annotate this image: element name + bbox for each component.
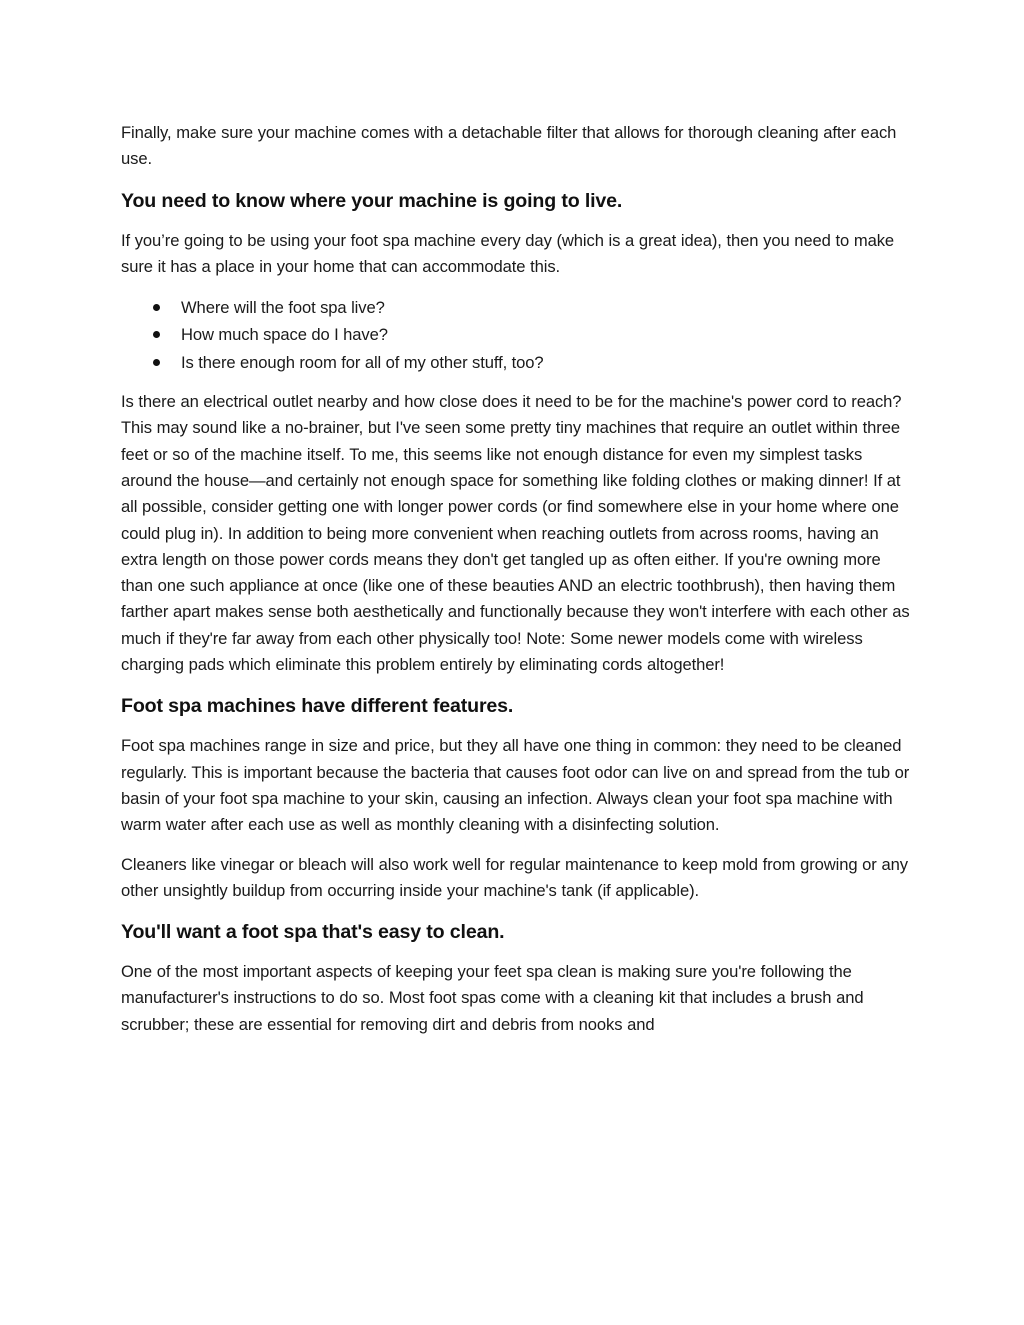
question-list [121,294,911,376]
document-page [121,120,911,1038]
list-item-text: How much space do I have? [181,325,388,345]
list-item-text: Where will the foot spa live? [181,298,385,318]
heading-different-features: Foot spa machines have different features. [121,695,514,718]
bullet-icon [153,331,160,338]
paragraph-machine-location: If you’re going to be using your foot spa machine every day (which is a great idea), then you need to make sure it has a place in your home that can accommodate this. [121,230,895,276]
paragraph-features: Foot spa machines range in size and price, but they all have one thing in common: they need to be cleaned regularly. This is important because the bacteria that causes foot odor can live on and spread from the tub or basin of your foot spa machine to your skin, causing an infection. Always clean your foot spa machine with warm water after each use as well as monthly cleaning with a disinfecting solution. [121,736,910,835]
list-item [121,294,911,321]
heading-easy-to-clean: You'll want a foot spa that's easy to clean. [121,921,505,944]
bullet-icon [153,359,160,366]
heading-machine-location: You need to know where your machine is going to live. [121,189,623,212]
list-item [121,321,911,348]
paragraph-electrical-outlet: Is there an electrical outlet nearby and how close does it need to be for the machine's power cord to reach? This may sound like a no-brainer, but I've seen some pretty tiny machines that require an outlet within three feet or so of the machine itself. To me, this seems like not enough distance for even my simplest tasks around the house—and certainly not enough space for something like folding clothes or making dinner! If at all possible, consider getting one with longer power cords (or find somewhere else in your home where one could plug in). In addition to being more convenient when reaching outlets from across rooms, having an extra length on those power cords means they don't get tangled up as often either. If you're owning more than one such appliance at once (like one of these beauties AND an electric toothbrush), then having them farther apart makes sense both aesthetically and functionally because they won't interfere with each other as much if they're far away from each other physically too! Note: Some newer models come with wireless charging pads which eliminate this problem entirely by eliminating cords altogether! [121,392,910,675]
paragraph-cleaners: Cleaners like vinegar or bleach will also work well for regular maintenance to keep mold from growing or any other unsightly buildup from occurring inside your machine's tank (if applicable). [121,854,908,900]
paragraph-intro: Finally, make sure your machine comes with a detachable filter that allows for thorough cleaning after each use. [121,123,897,169]
bullet-icon [153,304,160,311]
paragraph-easy-to-clean: One of the most important aspects of keeping your feet spa clean is making sure you're following the manufacturer's instructions to do so. Most foot spas come with a cleaning kit that includes a brush and scrubber; these are essential for removing dirt and debris from nooks and [121,962,864,1034]
list-item [121,349,911,376]
list-item-text: Is there enough room for all of my other stuff, too? [181,352,544,372]
